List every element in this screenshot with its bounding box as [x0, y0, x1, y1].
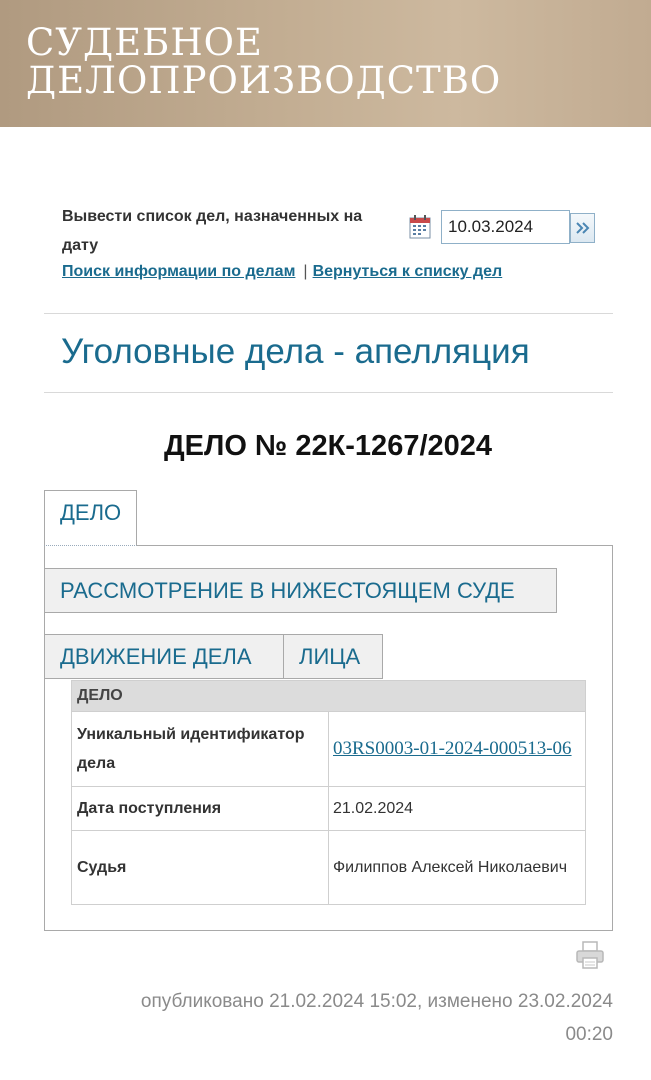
printer-icon[interactable]	[575, 940, 605, 970]
link-separator: |	[303, 263, 308, 280]
case-search-link[interactable]: Поиск информации по делам	[62, 263, 296, 280]
tab-lower-court[interactable]: РАССМОТРЕНИЕ В НИЖЕСТОЯЩЕМ СУДЕ	[44, 568, 557, 613]
site-title: СУДЕБНОЕ ДЕЛОПРОИЗВОДСТВО	[26, 21, 502, 102]
table-row	[72, 787, 586, 831]
divider-bottom	[44, 392, 613, 393]
tab-case-movement[interactable]: ДВИЖЕНИЕ ДЕЛА	[44, 634, 284, 679]
date-input[interactable]	[441, 210, 570, 244]
tab-case[interactable]: ДЕЛО	[44, 490, 137, 546]
row-label-case-id: Уникальный идентификатор дела	[72, 712, 329, 787]
divider-top	[44, 313, 613, 314]
table-row	[72, 712, 586, 787]
date-filter-label: Вывести список дел, назначенных на дату	[62, 208, 363, 254]
tab-persons[interactable]: ЛИЦА	[283, 634, 383, 679]
calendar-icon[interactable]	[409, 215, 431, 239]
publication-info: опубликовано 21.02.2024 15:02, изменено 23.02.2024 00:20	[140, 991, 613, 1045]
row-label-receipt-date: Дата поступления	[72, 787, 329, 831]
double-chevron-right-icon	[575, 221, 591, 235]
back-to-list-link[interactable]: Вернуться к списку дел	[312, 263, 503, 280]
case-number: ДЕЛО № 22К-1267/2024	[163, 430, 493, 462]
judge-value: Филиппов Алексей Николаевич	[329, 831, 586, 905]
section-title: Уголовные дела - апелляция	[61, 332, 530, 371]
row-label-judge: Судья	[72, 831, 329, 905]
site-header	[0, 0, 651, 127]
nav-links	[62, 258, 622, 286]
case-info-table	[71, 680, 586, 905]
case-id-link[interactable]: 03RS0003-01-2024-000513-06	[333, 738, 572, 759]
table-row	[72, 831, 586, 905]
receipt-date-value: 21.02.2024	[329, 787, 586, 831]
go-button[interactable]	[570, 213, 595, 243]
table-header: ДЕЛО	[72, 681, 586, 712]
